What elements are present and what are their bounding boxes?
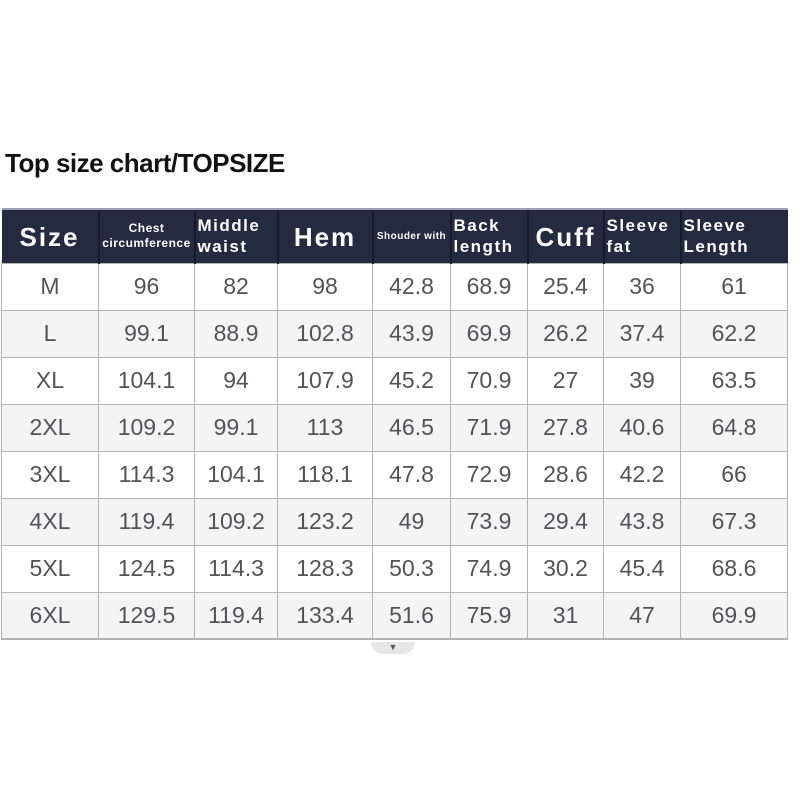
table-cell: 68.6 [681,545,788,592]
table-row-xl [2,357,788,404]
table-cell: 62.2 [681,310,788,357]
table-cell: 102.8 [278,310,373,357]
page-title: Top size chart/TOPSIZE [5,148,285,178]
table-cell: 119.4 [195,592,278,639]
size-cell: XL [2,357,99,404]
table-cell: 61 [681,263,788,310]
table-cell: 36 [604,263,681,310]
table-cell: 43.9 [373,310,451,357]
table-cell: 118.1 [278,451,373,498]
size-cell: 4XL [2,498,99,545]
col-header-cuff [528,209,604,263]
table-cell: 72.9 [451,451,528,498]
col-header-label: Shouder with [376,230,447,242]
table-cell: 74.9 [451,545,528,592]
table-row-m [2,263,788,310]
table-cell: 88.9 [195,310,278,357]
table-cell: 47.8 [373,451,451,498]
table-cell: 99.1 [99,310,195,357]
table-cell: 68.9 [451,263,528,310]
table-cell: 47 [604,592,681,639]
table-cell: 27.8 [528,404,604,451]
table-cell: 114.3 [195,545,278,592]
table-cell: 96 [99,263,195,310]
table-cell: 50.3 [373,545,451,592]
table-cell: 64.8 [681,404,788,451]
table-cell: 31 [528,592,604,639]
col-header-label: Sleeve Length [683,216,750,257]
table-cell: 94 [195,357,278,404]
col-header-back-length [451,209,528,263]
table-cell: 40.6 [604,404,681,451]
table-row-4xl [2,498,788,545]
table-cell: 107.9 [278,357,373,404]
table-cell: 82 [195,263,278,310]
table-cell: 70.9 [451,357,528,404]
size-chart-table [1,208,788,640]
table-cell: 129.5 [99,592,195,639]
expand-arrow[interactable] [371,642,415,654]
col-header-chest-circumference [99,209,195,263]
col-header-label: Size [19,221,80,252]
table-cell: 124.5 [99,545,195,592]
col-header-sleeve-fat [604,209,681,263]
col-header-size [2,209,99,263]
col-header-label: Cuff [535,221,596,252]
table-cell: 42.2 [604,451,681,498]
table-row-5xl [2,545,788,592]
table-cell: 39 [604,357,681,404]
chevron-down-icon: ▼ [388,642,398,652]
size-cell: 2XL [2,404,99,451]
table-cell: 133.4 [278,592,373,639]
table-cell: 37.4 [604,310,681,357]
table-row-2xl [2,404,788,451]
table-cell: 66 [681,451,788,498]
table-cell: 113 [278,404,373,451]
size-cell: M [2,263,99,310]
table-cell: 69.9 [451,310,528,357]
col-header-label: Hem [293,221,357,252]
table-cell: 27 [528,357,604,404]
header-row [2,209,788,263]
table-cell: 128.3 [278,545,373,592]
table-cell: 43.8 [604,498,681,545]
table-cell: 51.6 [373,592,451,639]
col-header-middle-waist [195,209,278,263]
table-cell: 26.2 [528,310,604,357]
table-cell: 45.2 [373,357,451,404]
table-cell: 109.2 [195,498,278,545]
col-header-label: Sleeve fat [606,216,670,257]
table-cell: 114.3 [99,451,195,498]
table-cell: 30.2 [528,545,604,592]
col-header-hem [278,209,373,263]
col-header-label: Middle waist [197,216,261,257]
table-cell: 28.6 [528,451,604,498]
table-cell: 104.1 [195,451,278,498]
col-header-sleeve-length [681,209,788,263]
table-cell: 69.9 [681,592,788,639]
size-cell: 6XL [2,592,99,639]
table-cell: 123.2 [278,498,373,545]
table-cell: 63.5 [681,357,788,404]
table-cell: 45.4 [604,545,681,592]
table-cell: 42.8 [373,263,451,310]
table-cell: 73.9 [451,498,528,545]
table-row-3xl [2,451,788,498]
table-row-l [2,310,788,357]
col-header-label: Back length [453,216,514,257]
table-cell: 46.5 [373,404,451,451]
size-cell: L [2,310,99,357]
table-row-6xl [2,592,788,639]
table-cell: 119.4 [99,498,195,545]
table-cell: 98 [278,263,373,310]
col-header-label: Chest circumference [102,220,191,251]
table-cell: 25.4 [528,263,604,310]
table-cell: 75.9 [451,592,528,639]
size-cell: 3XL [2,451,99,498]
table-cell: 109.2 [99,404,195,451]
table-cell: 71.9 [451,404,528,451]
table-cell: 67.3 [681,498,788,545]
table-cell: 29.4 [528,498,604,545]
table-cell: 49 [373,498,451,545]
table-cell: 99.1 [195,404,278,451]
size-cell: 5XL [2,545,99,592]
col-header-shoulder-width [373,209,451,263]
table-cell: 104.1 [99,357,195,404]
